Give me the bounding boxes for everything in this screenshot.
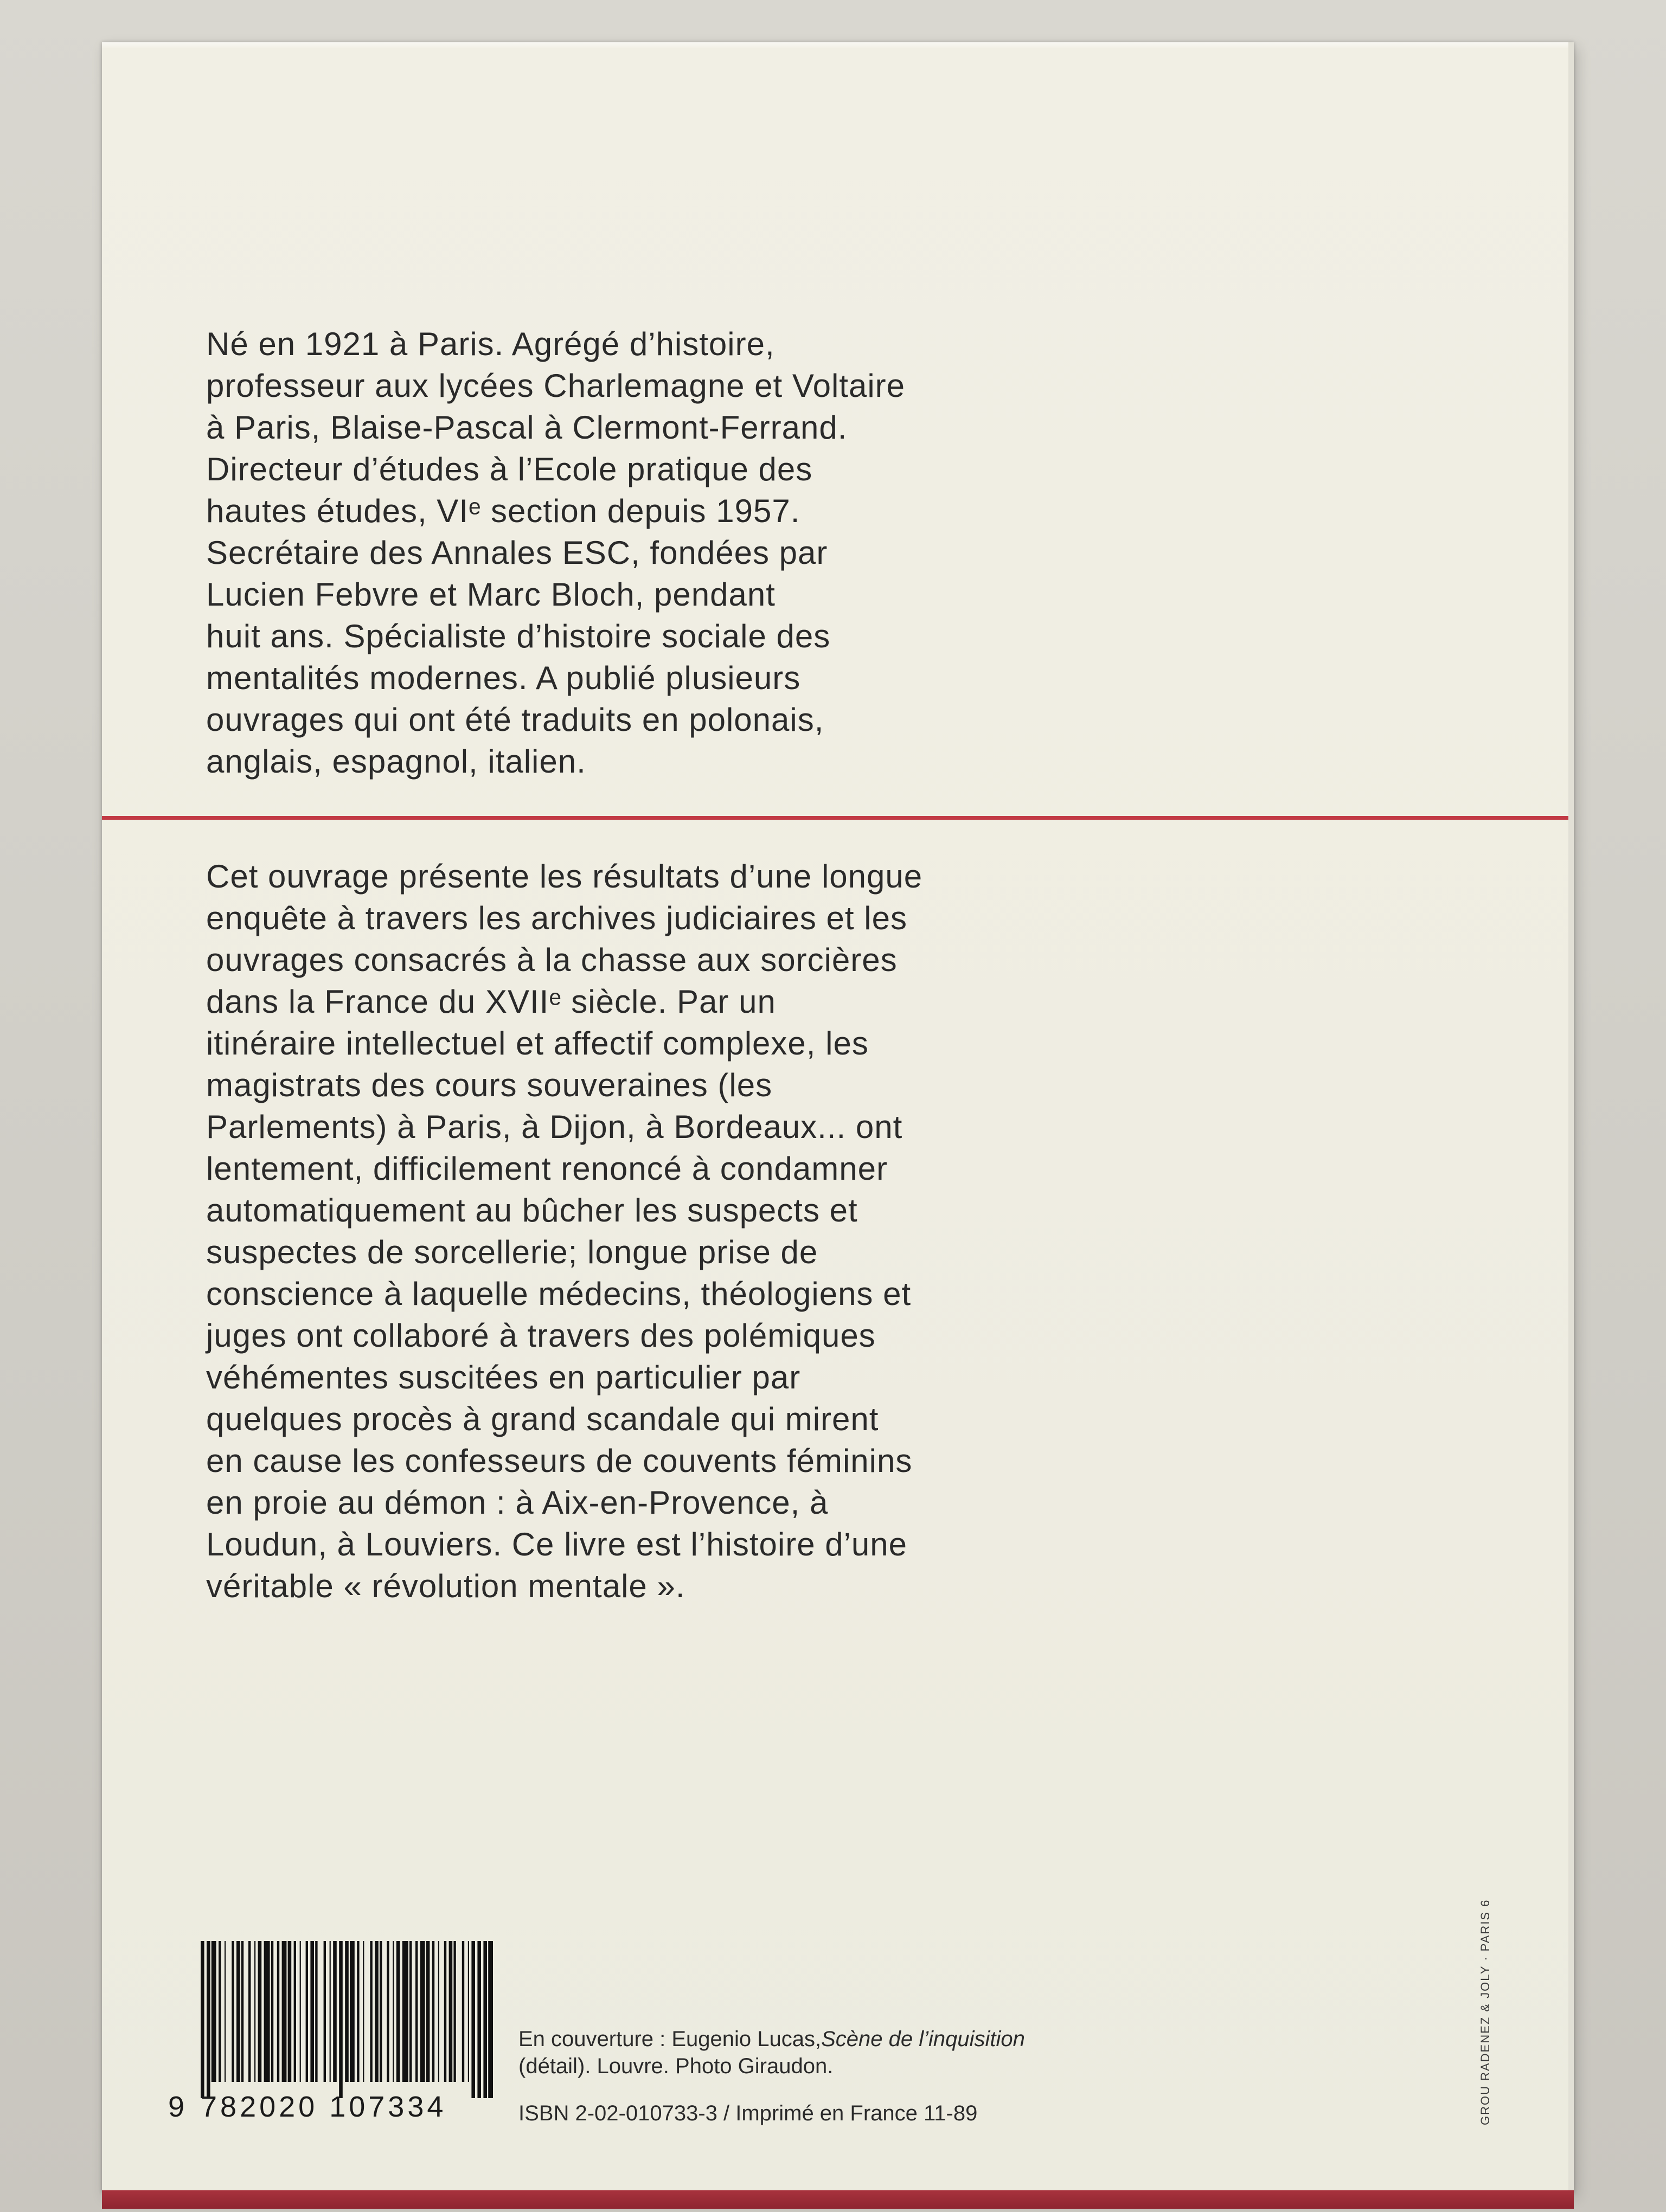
barcode-bar [396, 1941, 400, 2082]
barcode-bar [288, 1941, 292, 2082]
red-cover-edge [102, 2190, 1574, 2209]
barcode-bar [477, 1941, 481, 2098]
barcode-bar [306, 1941, 308, 2082]
barcode-bar [438, 1941, 439, 2082]
barcode-bar [453, 1941, 456, 2082]
barcode-bar [370, 1941, 372, 2082]
cover-highlight [102, 42, 1568, 49]
barcode-bar [333, 1941, 337, 2082]
barcode-bar [225, 1941, 226, 2082]
barcode-bar [387, 1941, 389, 2082]
barcode-first-digit: 9 [168, 2091, 185, 2123]
barcode-bar [468, 1941, 469, 2082]
barcode-bar [219, 1941, 221, 2082]
barcode-bar [432, 1941, 434, 2082]
barcode-bar [201, 1941, 204, 2098]
barcode-bar [409, 1941, 412, 2082]
barcode-bar [380, 1941, 382, 2082]
barcode-bar [248, 1941, 251, 2082]
barcode-bar [207, 1941, 210, 2098]
barcode-bar [449, 1941, 453, 2082]
barcode-bar [254, 1941, 255, 2082]
printer-imprint: GROU RADENEZ & JOLY · PARIS 6 [1478, 1899, 1492, 2125]
barcode-bar [420, 1941, 425, 2082]
barcode-bar [271, 1941, 273, 2082]
cover-credit-prefix: En couverture : Eugenio Lucas, [518, 2027, 822, 2051]
barcode-bar [488, 1941, 493, 2098]
barcode-bar [324, 1941, 326, 2082]
barcode-bar [339, 1941, 343, 2098]
barcode-bar [483, 1941, 487, 2098]
barcode-bar [310, 1941, 314, 2082]
cover-credit-line2: (détail). Louvre. Photo Giraudon. [518, 2054, 834, 2078]
barcode-bar [264, 1941, 270, 2082]
barcode-bar [363, 1941, 364, 2082]
barcode-bar [402, 1941, 408, 2082]
red-divider-rule [102, 816, 1568, 820]
barcode [201, 1941, 494, 2098]
barcode-bar [241, 1941, 244, 2082]
book-summary-text: Cet ouvrage présente les résultats d’une longue enquête à travers les archives judiciaires et les ouvrages consacrés à la chasse aux sorcières dans la France du XVIIᵉ siècle. Par un itinéraire intellectuel et affectif complexe, les magistrats des cours souveraines (les Parlements) à Paris, à Dijon, à Bordeaux... ont lentement, difficilement renoncé à condamner automatiquement au bûcher les suspects et suspectes de sorcellerie; longue prise de conscience à laquelle médecins, théologiens et juges ont collaboré à travers des polémiques véhémentes suscitées en particulier par quelques procès à grand scandale qui mirent en cause les confesseurs de couvents féminins en proie au démon : à Aix-en-Provence, à Loudun, à Louviers. Ce livre est l’histoire d’une véritable « révolution mentale ». [206, 858, 923, 1604]
barcode-bar [345, 1941, 349, 2082]
barcode-bar [462, 1941, 464, 2082]
barcode-bar [393, 1941, 394, 2082]
author-biography-text: Né en 1921 à Paris. Agrégé d’histoire, professeur aux lycées Charlemagne et Voltaire à Paris, Blaise-Pascal à Clermont-Ferrand. Directeur d’études à l’Ecole pratique des hautes études, VIᵉ section depuis 1957. Secrétaire des Annales ESC, fondées par Lucien Febvre et Marc Bloch, pendant huit ans. Spécialiste d’histoire sociale des mentalités modernes. A publié plusieurs ouvrages qui ont été traduits en polonais, anglais, espagnol, italien. [206, 326, 906, 780]
author-biography [206, 323, 1085, 782]
barcode-bar [258, 1941, 262, 2082]
cover-credit-title: Scène de l’inquisition [821, 2027, 1025, 2051]
isbn-line: ISBN 2-02-010733-3 / Imprimé en France 11-89 [518, 2101, 978, 2125]
cover-credit [518, 2025, 1025, 2080]
book-summary [206, 856, 1085, 1607]
barcode-bar [315, 1941, 317, 2082]
barcode-digits [201, 2090, 537, 2124]
barcode-bar [444, 1941, 446, 2082]
barcode-bar [294, 1941, 296, 2082]
barcode-bar [330, 1941, 331, 2082]
barcode-bar [357, 1941, 359, 2082]
barcode-number: 782020 107334 [201, 2091, 447, 2123]
barcode-bar [212, 1941, 216, 2082]
barcode-bar [232, 1941, 234, 2082]
barcode-bar [236, 1941, 240, 2082]
barcode-bar [350, 1941, 355, 2082]
barcode-bar [282, 1941, 287, 2082]
barcode-bar [415, 1941, 418, 2082]
barcode-bar [471, 1941, 475, 2098]
barcode-bar [300, 1941, 301, 2082]
barcode-bar [277, 1941, 279, 2082]
barcode-bar [375, 1941, 379, 2082]
barcode-bar [426, 1941, 430, 2082]
